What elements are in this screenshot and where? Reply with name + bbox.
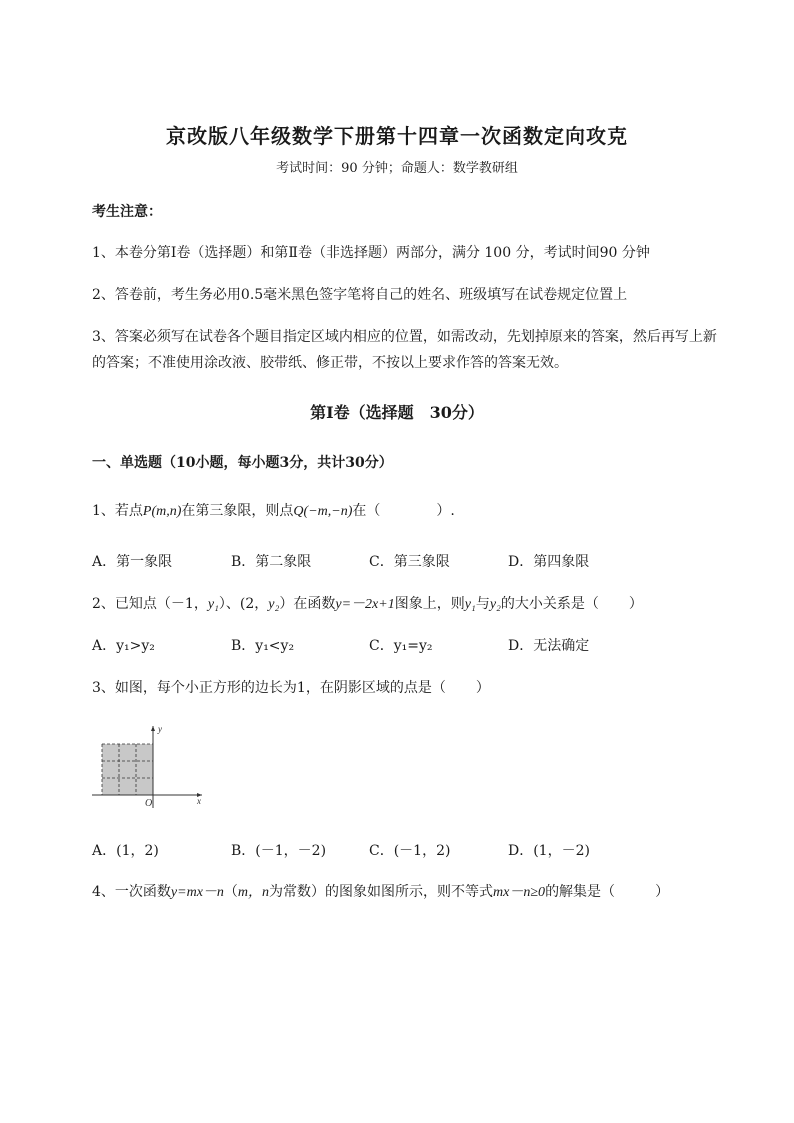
y-axis-arrow: [151, 726, 155, 731]
question-3: [92, 677, 490, 697]
y-axis-label: y: [158, 724, 162, 734]
exam-subtitle: 考试时间：90 分钟；命题人：数学教研组: [276, 161, 518, 176]
q2-option-a[interactable]: A．y₁>y₂: [92, 638, 155, 654]
q2-y1: y₁: [207, 597, 219, 612]
q3-option-d[interactable]: D．(1，－2): [508, 843, 590, 859]
page-title: 京改版八年级数学下册第十四章一次函数定向攻克: [166, 124, 628, 148]
section-heading: 第Ⅰ卷（选择题 30分）: [310, 403, 484, 422]
notice-item-3-line-1: 3、答案必须写在试卷各个题目指定区域内相应的位置，如需改动，先划掉原来的答案，然后再写上新: [92, 329, 717, 345]
q4-function: y=mx－n: [170, 885, 224, 900]
q1-option-c[interactable]: C．第三象限: [369, 554, 450, 570]
q1-prefix: 1、若点: [92, 503, 143, 519]
q2-part-4: 图象上，则: [394, 596, 465, 612]
notice-item-3-line-2: 的答案；不准使用涂改液、胶带纸、修正带，不按以上要求作答的答案无效。: [92, 355, 568, 371]
q3-text: 3、如图，每个小正方形的边长为1，在阴影区域的点是（: [92, 680, 446, 696]
q2-option-b[interactable]: B．y₁<y₂: [231, 638, 295, 654]
q1-mid: 在第三象限，则点: [181, 503, 294, 519]
q2-part-1: 2、已知点（－1，: [92, 596, 208, 612]
shaded-region: [102, 744, 153, 795]
question-1: [92, 500, 455, 520]
q4-part-3: 为常数）的图象如图所示，则不等式: [269, 884, 494, 900]
q4-part-2: （: [223, 884, 238, 900]
q2-option-c[interactable]: C．y₁=y₂: [369, 638, 433, 654]
q4-inequality: mx－n≥0: [493, 885, 546, 900]
part-heading: 一、单选题（10小题，每小题3分，共计30分）: [92, 455, 393, 471]
q1-end: ）.: [436, 503, 455, 519]
q4-end: ）: [655, 884, 670, 900]
q4-part-1: 4、一次函数: [92, 884, 171, 900]
question-2: [92, 593, 643, 613]
q3-grid-figure: [90, 720, 210, 810]
q1-option-a[interactable]: A．第一象限: [92, 554, 173, 570]
q3-end: ）: [475, 680, 490, 696]
q1-point-q: Q(−m,−n): [293, 504, 353, 519]
q1-suffix: 在（: [352, 503, 381, 519]
q1-option-b[interactable]: B．第二象限: [231, 554, 312, 570]
q4-part-4: 的解集是（: [545, 884, 616, 900]
q3-option-b[interactable]: B．(－1，－2): [231, 843, 327, 859]
q1-option-d[interactable]: D．第四象限: [508, 554, 590, 570]
q2-a: y₁: [464, 597, 476, 612]
q1-point-p: P(m,n): [142, 504, 182, 519]
q2-b: y₂: [489, 597, 501, 612]
q2-y2: y₂: [268, 597, 280, 612]
q2-part-3: ）在函数: [279, 596, 336, 612]
notice-item-1: 1、本卷分第Ⅰ卷（选择题）和第Ⅱ卷（非选择题）两部分，满分 100 分，考试时间90 分钟: [92, 245, 650, 261]
notice-item-2: 2、答卷前，考生务必用0.5毫米黑色签字笔将自己的姓名、班级填写在试卷规定位置上: [92, 287, 628, 303]
question-4: [92, 881, 669, 901]
q3-option-a[interactable]: A．(1，2): [92, 843, 159, 859]
q2-option-d[interactable]: D．无法确定: [508, 638, 590, 654]
q2-function: y=－2x+1: [335, 597, 395, 612]
origin-label: O: [145, 798, 153, 809]
q3-option-c[interactable]: C．(－1，2): [369, 843, 451, 859]
q2-part-2: ）、(2，: [218, 596, 269, 612]
q2-part-6: 的大小关系是（: [500, 596, 599, 612]
q4-mn: m，n: [237, 885, 270, 900]
x-axis-label: x: [197, 796, 201, 806]
q2-end: ）: [628, 596, 643, 612]
notice-heading: 考生注意：: [92, 204, 162, 220]
q2-part-5: 与: [475, 596, 490, 612]
